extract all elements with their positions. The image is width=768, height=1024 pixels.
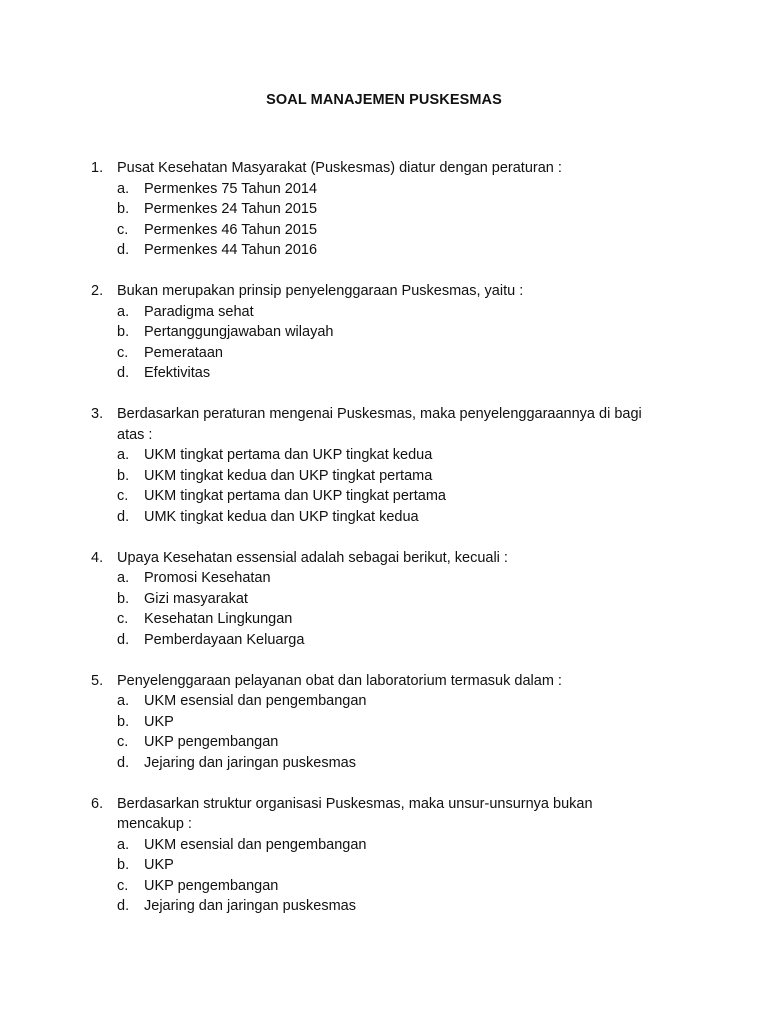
option-letter: a. (117, 570, 130, 586)
option-letter: b. (117, 857, 130, 873)
option-list (117, 445, 691, 527)
option-text: Gizi masyarakat (144, 590, 248, 607)
option-letter: b. (117, 201, 130, 217)
question-text: Pusat Kesehatan Masyarakat (Puskesmas) diatur dengan peraturan : (117, 160, 562, 176)
option-text: Pertanggungjawaban wilayah (144, 324, 334, 340)
option-text: Jejaring dan jaringan puskesmas (144, 754, 356, 771)
question-item (91, 404, 691, 527)
option-item (117, 466, 691, 487)
option-letter: d. (117, 631, 130, 648)
option-list (117, 835, 691, 917)
option-text: Permenkes 46 Tahun 2015 (144, 221, 318, 238)
option-letter: d. (117, 508, 130, 525)
option-text: UKM tingkat pertama dan UKP tingkat kedua (144, 447, 433, 463)
option-item (117, 568, 691, 589)
option-text: Permenkes 75 Tahun 2014 (144, 180, 318, 197)
option-letter: c. (117, 488, 129, 504)
option-item (117, 507, 691, 528)
option-item (117, 302, 691, 323)
option-item (117, 486, 691, 507)
option-item (117, 199, 691, 220)
option-text: Promosi Kesehatan (144, 570, 271, 586)
option-letter: b. (117, 590, 130, 607)
question-text: Upaya Kesehatan essensial adalah sebagai berikut, kecuali : (117, 549, 508, 566)
option-item (117, 179, 691, 200)
option-letter: b. (117, 713, 130, 730)
option-letter: a. (117, 693, 130, 709)
option-text: UKP (144, 857, 174, 873)
question-text: Berdasarkan peraturan mengenai Puskesmas, maka penyelenggaraannya di bagi atas : (117, 406, 642, 443)
question-text: Berdasarkan struktur organisasi Puskesmas, maka unsur-unsurnya bukan mencakup : (117, 795, 593, 832)
option-item (117, 445, 691, 466)
option-list (117, 179, 691, 261)
option-list (117, 691, 691, 773)
option-text: Paradigma sehat (144, 303, 254, 320)
question-list (91, 158, 691, 937)
option-text: UKP pengembangan (144, 877, 279, 894)
option-text: UKM esensial dan pengembangan (144, 836, 367, 853)
option-item (117, 712, 691, 733)
question-number: 6. (91, 795, 104, 812)
option-item (117, 753, 691, 774)
question-number: 3. (91, 406, 104, 422)
option-item (117, 363, 691, 384)
question-number: 1. (91, 160, 104, 176)
question-item (91, 671, 691, 774)
option-text: UKM esensial dan pengembangan (144, 693, 367, 709)
option-list (117, 302, 691, 384)
option-text: Efektivitas (144, 365, 211, 381)
option-text: Pemerataan (144, 344, 223, 361)
option-letter: b. (117, 324, 130, 340)
document-title: SOAL MANAJEMEN PUSKESMAS (266, 92, 502, 108)
option-letter: c. (117, 734, 129, 750)
question-number: 2. (91, 283, 104, 299)
option-item (117, 322, 691, 343)
option-text: Jejaring dan jaringan puskesmas (144, 898, 356, 914)
option-letter: a. (117, 836, 130, 853)
option-text: Permenkes 24 Tahun 2015 (144, 201, 318, 217)
option-item (117, 240, 691, 261)
option-item (117, 732, 691, 753)
option-text: UKM tingkat pertama dan UKP tingkat pertama (144, 488, 446, 504)
option-item (117, 589, 691, 610)
option-text: Pemberdayaan Keluarga (144, 631, 305, 648)
question-number: 5. (91, 672, 104, 689)
question-item (91, 281, 691, 384)
option-letter: d. (117, 365, 130, 381)
option-letter: c. (117, 221, 129, 238)
question-number: 4. (91, 549, 104, 566)
option-item (117, 630, 691, 651)
option-letter: d. (117, 754, 130, 771)
option-text: UKM tingkat kedua dan UKP tingkat pertama (144, 467, 433, 484)
option-letter: d. (117, 242, 130, 258)
option-item (117, 896, 691, 917)
option-text: UMK tingkat kedua dan UKP tingkat kedua (144, 508, 419, 525)
option-item (117, 609, 691, 630)
option-item (117, 855, 691, 876)
option-item (117, 691, 691, 712)
option-letter: a. (117, 447, 130, 463)
option-text: UKP pengembangan (144, 734, 279, 750)
question-text: Penyelenggaraan pelayanan obat dan laboratorium termasuk dalam : (117, 672, 562, 689)
option-item (117, 835, 691, 856)
option-text: Kesehatan Lingkungan (144, 611, 293, 627)
option-item (117, 343, 691, 364)
option-letter: a. (117, 180, 130, 197)
question-item (91, 548, 691, 651)
option-letter: a. (117, 303, 130, 320)
option-text: UKP (144, 713, 174, 730)
option-letter: d. (117, 898, 130, 914)
question-item (91, 794, 691, 917)
option-letter: b. (117, 467, 130, 484)
option-letter: c. (117, 877, 129, 894)
question-text: Bukan merupakan prinsip penyelenggaraan Puskesmas, yaitu : (117, 283, 524, 299)
option-list (117, 568, 691, 650)
option-item (117, 876, 691, 897)
question-item (91, 158, 691, 261)
option-letter: c. (117, 344, 129, 361)
option-item (117, 220, 691, 241)
option-text: Permenkes 44 Tahun 2016 (144, 242, 318, 258)
option-letter: c. (117, 611, 129, 627)
